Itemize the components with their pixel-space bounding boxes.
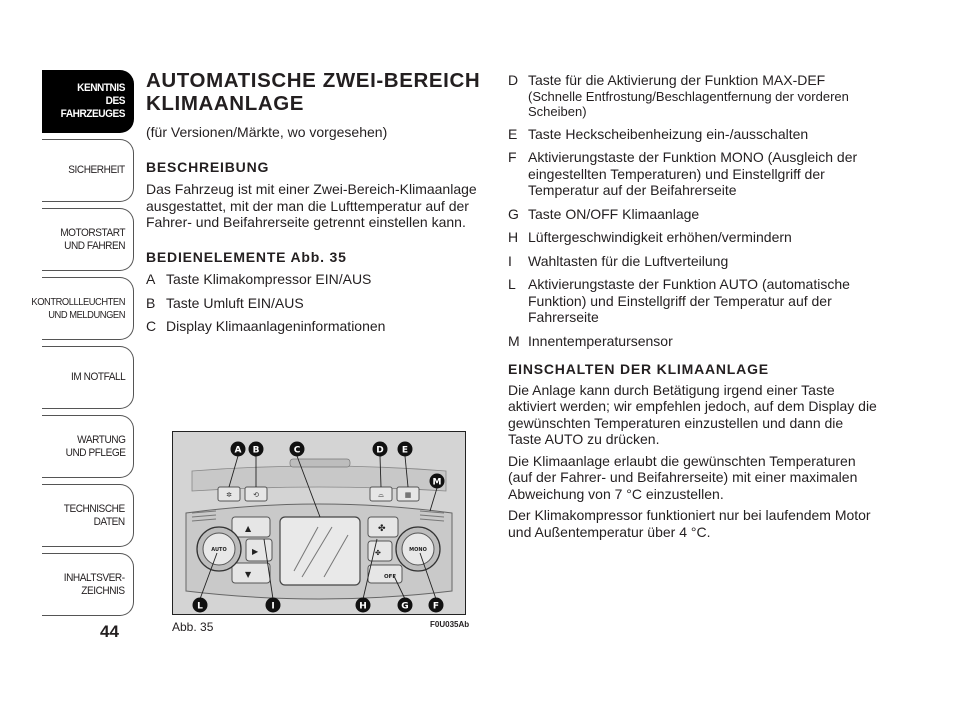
section-heading-bedienelemente: BEDIENELEMENTE Abb. 35 (146, 248, 347, 265)
tab-label: TECHNISCHE DATEN (64, 502, 125, 528)
callout-c: C (293, 445, 301, 456)
tab-label: KENNTNIS DES FAHRZEUGES (60, 82, 125, 120)
list-text (528, 72, 880, 119)
list-text: Aktivierungstaste der Funktion AUTO (automatische Funktion) und Einstellgriff der Temperatur auf der Fahrerseite (528, 276, 850, 325)
list-key: D (508, 72, 519, 88)
svg-text:▲: ▲ (245, 524, 252, 533)
climate-panel-figure (172, 431, 466, 615)
list-sub-text: (Schnelle Entfrostung/Beschlagentfernung der vorderen Scheiben) (528, 88, 849, 119)
list-item (508, 72, 880, 119)
tab-sicherheit[interactable] (42, 139, 134, 202)
tab-motorstart[interactable] (42, 208, 134, 271)
callout-b: B (252, 445, 260, 456)
callout-d: D (376, 445, 384, 456)
callout-h: H (359, 601, 367, 612)
list-text: Taste Umluft EIN/AUS (166, 294, 304, 311)
callout-i: I (271, 601, 275, 612)
tab-label: SICHERHEIT (68, 164, 125, 176)
list-item (508, 206, 880, 223)
description-paragraph: Das Fahrzeug ist mit einer Zwei-Bereich-Klimaanlage ausgestattet, mit der man die Lufttemperatur auf der Fahrer- und Beifahrerseite getrennt einstellen kann. (146, 181, 477, 230)
list-key: H (508, 229, 519, 245)
tab-wartung[interactable] (42, 415, 134, 478)
list-text: Taste Klimakompressor EIN/AUS (166, 271, 372, 287)
section-heading-einschalten: EINSCHALTEN DER KLIMAANLAGE (508, 361, 769, 377)
tab-technische-daten[interactable] (42, 484, 134, 547)
list-text: Aktivierungstaste der Funktion MONO (Ausgleich der eingestellten Temperaturen) und Einstellgriff der Temperatur auf der Beifahrerseite (528, 149, 858, 198)
tab-label: MOTORSTART UND FAHREN (60, 226, 125, 252)
tab-notfall[interactable] (42, 346, 134, 409)
list-text: Innentemperatursensor (528, 332, 673, 349)
list-text: Lüftergeschwindigkeit erhöhen/vermindern (528, 229, 792, 245)
tab-inhaltsverzeichnis[interactable] (42, 553, 134, 616)
callout-e: E (401, 445, 409, 456)
chapter-tabs (31, 70, 134, 622)
list-text: Taste Heckscheibenheizung ein-/ausschalten (528, 125, 809, 142)
tab-kontrollleuchten[interactable] (31, 277, 134, 340)
svg-text:⌓: ⌓ (378, 491, 384, 499)
tab-kenntnis[interactable] (42, 70, 134, 133)
callout-g: G (401, 601, 409, 612)
list-item (508, 149, 880, 199)
svg-text:✲: ✲ (226, 491, 232, 499)
list-key: M (508, 332, 520, 349)
section-heading-beschreibung: BESCHREIBUNG (146, 158, 270, 175)
list-item (146, 271, 481, 288)
callout-m: M (432, 477, 442, 488)
svg-text:▶: ▶ (252, 547, 259, 556)
list-item (146, 295, 481, 312)
subtitle: (für Versionen/Märkte, wo vorgesehen) (146, 124, 388, 140)
list-key: E (508, 125, 518, 142)
figure-caption: Abb. 35 (172, 620, 214, 634)
tab-label: INHALTSVER- ZEICHNIS (64, 571, 125, 597)
paragraph: Die Anlage kann durch Betätigung irgend einer Taste aktiviert werden; wir empfehlen jedoch, auf dem Display die gewünschten Temperaturen einzustellen und dann die Taste AUTO zu drücken. (508, 381, 877, 447)
auto-label: AUTO (211, 547, 227, 553)
list-key: I (508, 252, 512, 269)
paragraph: Der Klimakompressor funktioniert nur bei laufendem Motor und Außentemperatur über 4 °C. (508, 507, 871, 540)
list-item (508, 333, 880, 350)
tab-label: WARTUNG UND PFLEGE (65, 433, 125, 459)
figure-code: F0U035Ab (430, 620, 470, 629)
list-item (508, 126, 880, 143)
list-main-text: Taste für die Aktivierung der Funktion MAX-DEF (528, 72, 826, 88)
tab-label: KONTROLLLEUCHTEN UND MELDUNGEN (31, 296, 125, 321)
callout-a: A (234, 445, 242, 456)
list-item (508, 276, 880, 326)
callout-f: F (432, 601, 440, 612)
page-title: AUTOMATISCHE ZWEI-BEREICH KLIMAANLAGE (146, 69, 481, 115)
list-key: F (508, 149, 517, 165)
list-text: Taste ON/OFF Klimaanlage (528, 205, 700, 222)
svg-text:✤: ✤ (375, 549, 381, 557)
list-item (508, 253, 880, 270)
svg-text:▼: ▼ (245, 570, 252, 579)
list-key: B (146, 294, 156, 311)
page-number: 44 (100, 622, 119, 641)
list-text: Display Klimaanlageninformationen (166, 318, 386, 334)
list-key: G (508, 205, 519, 222)
right-column (508, 72, 880, 545)
list-item (146, 318, 481, 335)
tab-label: IM NOTFALL (70, 371, 125, 383)
svg-text:✤: ✤ (378, 524, 386, 534)
left-column (146, 70, 481, 342)
svg-text:⟲: ⟲ (253, 491, 259, 499)
callout-l: L (197, 601, 203, 612)
list-text: Wahltasten für die Luftverteilung (528, 252, 729, 269)
off-label: OFF (384, 574, 397, 580)
mono-label: MONO (409, 547, 427, 553)
list-key: C (146, 318, 157, 334)
paragraph: Die Klimaanlage erlaubt die gewünschten Temperaturen (auf der Fahrer- und Beifahrerseite) mit einer maximalen Abweichung von 7 °C einzustellen. (508, 452, 858, 502)
list-key: A (146, 271, 156, 287)
list-item (508, 229, 880, 246)
svg-text:▦: ▦ (404, 491, 412, 499)
list-key: L (508, 276, 516, 292)
